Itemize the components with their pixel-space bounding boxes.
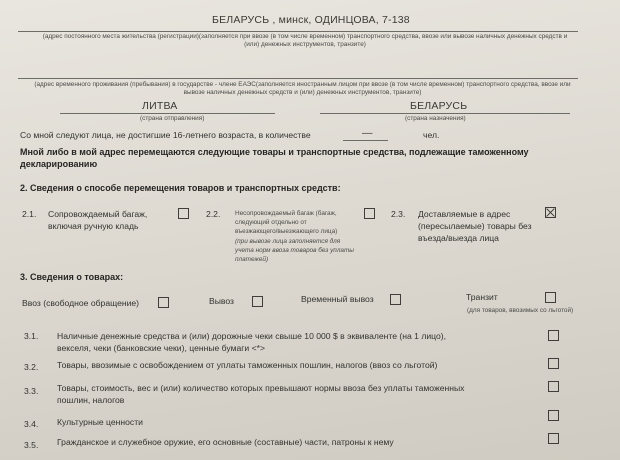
destination-country-value[interactable]: БЕЛАРУСЬ (410, 100, 468, 112)
item-3-5-line-1: Гражданское и служебное оружие, его основные (составные) части, патроны к нему (57, 437, 394, 447)
item-3-1-checkbox[interactable] (548, 330, 559, 341)
item-3-4-checkbox[interactable] (548, 410, 559, 421)
mode-export-checkbox[interactable] (252, 296, 263, 307)
mode-export-label: Вывоз (209, 296, 235, 306)
item-3-5-checkbox[interactable] (548, 433, 559, 444)
section-3-title: 3. Сведения о товарах: (20, 272, 124, 282)
section-2-title: 2. Сведения о способе перемещения товаров и транспортных средств: (20, 183, 341, 193)
declaration-text-line-2: декларированию (20, 159, 98, 169)
item-2-1-label-line-1: Сопровождаемый багаж, (48, 209, 148, 219)
departure-country-line (60, 113, 275, 114)
item-3-3-line-2: пошлин, налогов (57, 395, 125, 405)
item-3-4-number: 3.4. (24, 419, 39, 429)
mode-transit-label: Транзит (466, 292, 498, 302)
permanent-address-value[interactable]: БЕЛАРУСЬ , минск, ОДИНЦОВА, 7-138 (212, 14, 410, 26)
item-2-2-label-line-3: въезжающего/выезжающего лица) (235, 228, 338, 235)
item-3-3-number: 3.3. (24, 386, 39, 396)
temporary-address-line[interactable] (18, 78, 578, 79)
item-3-1-line-2: векселя, чеки (банковские чеки), ценные бумаги <*> (57, 343, 266, 353)
temporary-address-caption: (адрес временного проживания (пребывания) в государстве - члене ЕАЭС(заполняется иностранным лицом при ввозе (в том числе временном) транспортного средства, ввозе или вывозе наличных денежных средств и (или) денежных инструментов, транзите) (34, 81, 571, 96)
item-3-2-number: 3.2. (24, 362, 39, 372)
item-2-3-number: 2.3. (391, 209, 406, 219)
item-2-1-label-line-2: включая ручную кладь (48, 221, 139, 231)
item-2-3-label-line-1: Доставляемые в адрес (418, 209, 511, 219)
minors-unit: чел. (423, 130, 440, 140)
item-2-2-checkbox[interactable] (364, 208, 375, 219)
item-2-1-number: 2.1. (22, 209, 37, 219)
mode-temporary-export-checkbox[interactable] (390, 294, 401, 305)
item-2-2-note-line-2: учета норм ввоза товаров без уплаты (235, 247, 355, 254)
departure-country-caption: (страна отправления) (140, 115, 205, 122)
item-2-3-checkbox-checked[interactable] (545, 207, 556, 218)
item-2-2-note-line-3: платежей) (235, 256, 269, 263)
mode-transit-checkbox[interactable] (545, 292, 556, 303)
item-3-5-number: 3.5. (24, 440, 39, 450)
item-3-2-checkbox[interactable] (548, 358, 559, 369)
destination-country-line (320, 113, 570, 114)
declaration-text-line-1: Мной либо в мой адрес перемещаются следующие товары и транспортные средства, подлежащие таможенному (20, 147, 529, 157)
mode-import-free-circulation-label: Ввоз (свободное обращение) (22, 298, 140, 308)
item-2-2-label-line-1: Несопровождаемый багаж (багаж, (235, 210, 337, 217)
minors-text: Со мной следуют лица, не достигшие 16-летнего возраста, в количестве (20, 130, 311, 140)
item-2-2-label-line-2: следующий отдельно от (235, 219, 307, 226)
item-3-3-checkbox[interactable] (548, 381, 559, 392)
item-3-3-line-1: Товары, стоимость, вес и (или) количество которых превышают нормы ввоза без уплаты таможенных (57, 383, 465, 393)
mode-temporary-export-label: Временный вывоз (301, 294, 374, 304)
item-3-4-line-1: Культурные ценности (57, 417, 143, 427)
mode-transit-note: (для товаров, ввозимых со льготой) (467, 307, 574, 314)
destination-country-caption: (страна назначения) (405, 115, 466, 122)
mode-import-free-circulation-checkbox[interactable] (158, 297, 169, 308)
minors-count-line (343, 140, 388, 141)
item-2-1-checkbox[interactable] (178, 208, 189, 219)
item-3-2-line-1: Товары, ввозимые с освобождением от уплаты таможенных пошлин, налогов (ввоз со льготой) (57, 360, 438, 370)
item-3-1-number: 3.1. (24, 331, 39, 341)
item-2-3-label-line-2: (пересылаемые) товары без (418, 221, 532, 231)
item-2-2-number: 2.2. (206, 209, 221, 219)
item-3-1-line-1: Наличные денежные средства и (или) дорожные чеки свыше 10 000 $ в эквиваленте (на 1 лицо), (57, 331, 447, 341)
item-2-3-label-line-3: въезда/выезда лица (418, 233, 499, 243)
permanent-address-caption: (адрес постоянного места жительства (регистрации)(заполняется при ввозе (в том числе временном) транспортного средства, ввозе или вывозе наличных денежных средств и (или) денежных инструментов, транзите) (42, 33, 568, 48)
item-2-2-note-line-1: (при вывозе лица заполняется для (235, 238, 341, 245)
permanent-address-line (18, 31, 578, 32)
minors-count[interactable]: — (362, 127, 373, 139)
departure-country-value[interactable]: ЛИТВА (142, 100, 178, 112)
